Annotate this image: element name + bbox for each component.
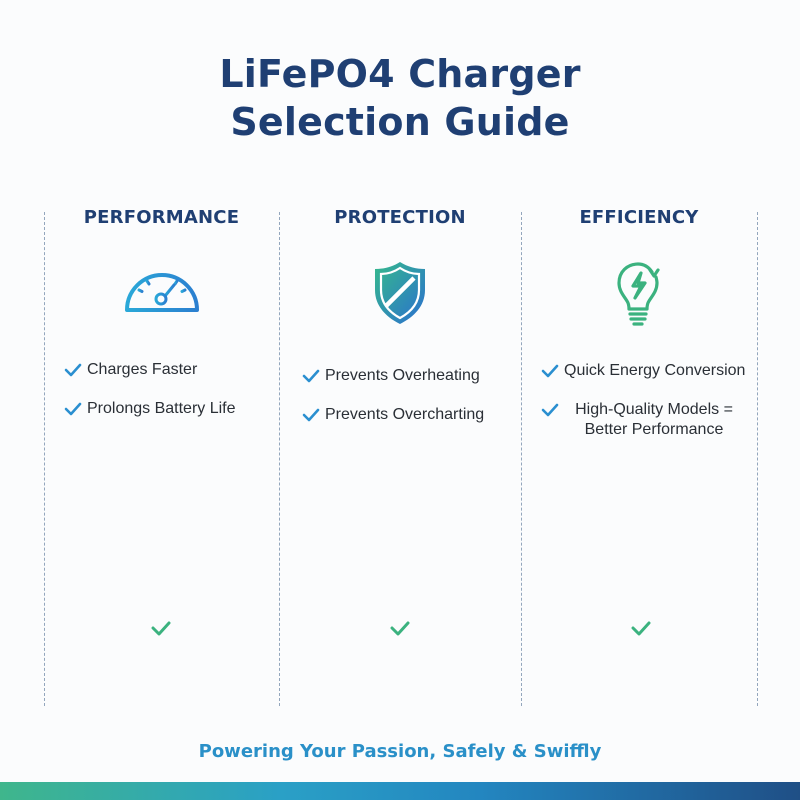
bullet-text: Prolongs Battery Life	[87, 400, 236, 417]
bullet-item	[64, 360, 274, 380]
bullet-list	[64, 360, 274, 419]
column-performance	[44, 0, 279, 710]
checkmark-icon	[64, 399, 82, 419]
checkmark-icon	[302, 366, 320, 386]
bullet-text: Quick Energy Conversion	[564, 362, 746, 379]
checkmark-icon	[64, 360, 82, 380]
title-line-2: Selection Guide	[230, 100, 570, 144]
bullet-list	[302, 366, 517, 425]
column-protection	[279, 0, 521, 710]
bullet-text: Charges Faster	[87, 361, 198, 378]
bullet-item	[541, 361, 756, 381]
column-heading: PROTECTION	[334, 207, 466, 228]
bullet-text: High-Quality Models = Better Performance	[575, 401, 733, 438]
bullet-item	[302, 405, 517, 425]
speedometer-icon	[123, 262, 201, 319]
gradient-footer-bar	[0, 782, 800, 800]
bullet-item	[64, 399, 274, 419]
bullet-item	[302, 366, 517, 386]
column-heading: PERFORMANCE	[83, 207, 240, 228]
checkmark-icon	[541, 400, 559, 420]
column-heading: EFFICIENCY	[579, 207, 699, 228]
shield-icon	[372, 260, 428, 331]
checkmark-icon	[541, 361, 559, 381]
bullet-text: Prevents Overcharting	[325, 406, 485, 423]
bullet-list	[541, 361, 756, 440]
green-checkmark-icon	[630, 618, 652, 638]
title-line-1: LiFePO4 Charger	[219, 52, 581, 96]
energy-bulb-icon	[614, 258, 664, 331]
column-efficiency	[521, 0, 757, 710]
bullet-text: Prevents Overheating	[325, 367, 480, 384]
dashed-divider	[757, 212, 758, 706]
footer-tagline: Powering Your Passion, Safely & Swiffly	[198, 741, 602, 762]
bullet-item	[541, 400, 756, 440]
green-checkmark-icon	[150, 618, 172, 638]
checkmark-icon	[302, 405, 320, 425]
green-checkmark-icon	[389, 618, 411, 638]
